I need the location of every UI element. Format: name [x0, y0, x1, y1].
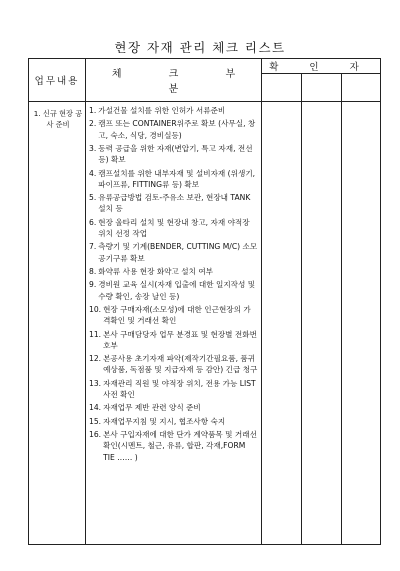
- check-item: 2. 캠프 또는 CONTAINER위주로 확보 (사무실, 창고, 숙소, 식당, 경비실등): [89, 119, 256, 140]
- check-item: 5. 유류공급방법 검토-주유소 보관, 현장내 TANK 설치 등: [89, 193, 251, 214]
- check-item: 16. 본사 구입자재에 대한 단가 계약품목 및 거래선 확인(시멘트, 철근, 유류, 합판, 각재,FORM TIE …… ): [89, 430, 257, 462]
- checklist-table: [28, 58, 381, 545]
- body-row: [29, 102, 381, 545]
- check-item: 13. 자재관리 직원 및 야적장 위치, 전용 가능 LIST 사전 확인: [89, 378, 256, 399]
- check-item: 15. 자재업무지침 및 지시, 협조사항 숙지: [89, 416, 226, 426]
- header-confirm: 확 인 자: [262, 59, 381, 74]
- confirm-sign-cell-2: [302, 102, 342, 545]
- check-item: 10. 현장 구매자재(소모성)에 대한 인근현장의 가격확인 및 거래선 확인: [89, 304, 251, 326]
- check-item: 8. 화약류 사용 현장 화약고 설치 여부: [89, 266, 214, 276]
- confirm-sign-header-1: [262, 74, 302, 102]
- page-title: 현장 자재 관리 체크 리스트: [114, 40, 286, 55]
- check-item: 11. 본사 구매담당자 업무 분경표 및 현장별 전화번호부: [89, 329, 257, 350]
- header-check: 체 크 부 분: [86, 59, 262, 102]
- confirm-sign-cell-1: [262, 102, 302, 545]
- confirm-sign-cell-3: [342, 102, 381, 545]
- work-item: 1. 신규 현장 공사 준비: [29, 102, 86, 545]
- check-item: 7. 측량기 및 기계(BENDER, CUTTING M/C) 소모 공기구류 확보: [89, 242, 258, 263]
- header-work: 업무내용: [29, 59, 86, 102]
- check-item: 3. 동력 공급을 위한 자재(변압기, 특고 자재, 전선 등) 확보: [89, 143, 253, 165]
- check-item: 12. 본공사용 초기자재 파악(제작기간필요품, 품귀예상품, 독점품 및 지급자재 등 감안) 긴급 청구: [89, 354, 258, 375]
- check-items: [86, 102, 262, 545]
- confirm-sign-header-3: [342, 74, 381, 102]
- header-row-top: [29, 59, 381, 74]
- check-item: 6. 현장 울타리 설치 및 현장내 창고, 자재 야적장 위치 선정 작업: [89, 217, 250, 238]
- check-item: 1. 가설건물 설치를 위한 인허가 서류준비: [89, 106, 226, 115]
- check-item: 14. 자재업무 제반 관련 양식 준비: [89, 403, 201, 413]
- check-item: 9. 경비원 교육 실시(자재 입출에 대한 일지작성 및 수량 확인, 송장 날인 등): [89, 280, 256, 301]
- check-item: 4. 캠프설치를 위한 내부자재 및 설비자재 (위생기, 파이프류, FITTING류 등) 확보: [89, 168, 256, 189]
- confirm-sign-header-2: [302, 74, 342, 102]
